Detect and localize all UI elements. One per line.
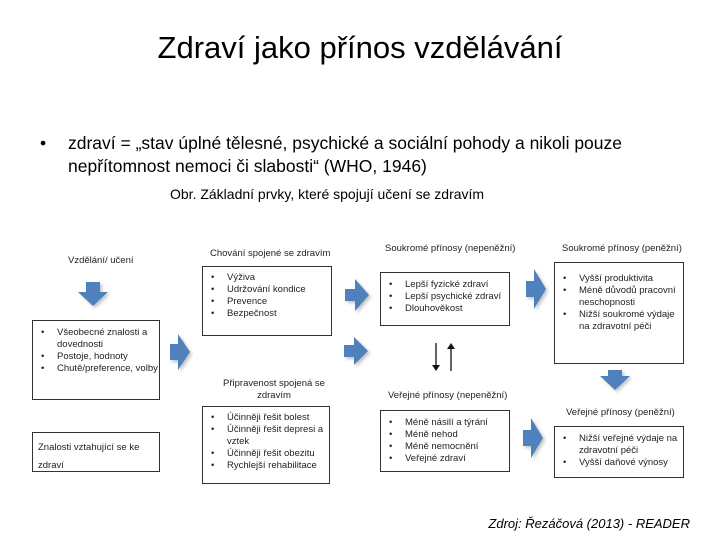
list-item: • Nižší veřejné výdaje na zdravotní péči [579, 433, 683, 457]
list-item: • Méně násilí a týrání [405, 417, 509, 429]
right-arrow-2 [344, 337, 368, 365]
down-arrow-private-mon [600, 370, 630, 390]
list-item: • Postoje, hodnoty [57, 351, 159, 363]
behavior-label: Chování spojené se zdravím [210, 248, 331, 259]
source-citation: Zdroj: Řezáčová (2013) - READER [488, 516, 690, 531]
behavior-box [202, 266, 332, 336]
list-item: • Méně nehod [405, 429, 509, 441]
list-item: • Rychlejší rehabilitace [227, 460, 329, 472]
education-box [32, 320, 160, 400]
list-item: • Nižší soukromé výdaje na zdravotní péči [579, 309, 683, 333]
list-item: • Chutě/preference, volby [57, 363, 159, 375]
readiness-box [202, 406, 330, 484]
public-nonmonetary-box [380, 410, 510, 472]
list-item: • Udržování kondice [227, 284, 331, 296]
right-arrow-5 [523, 418, 543, 458]
readiness-label: Připravenost spojená se zdravím [223, 378, 325, 401]
public-monetary-box [554, 426, 684, 478]
private-monetary-box [554, 262, 684, 364]
health-knowledge-text: Znalosti vztahující se ke zdraví [38, 442, 140, 471]
private-nonmonetary-box [380, 272, 510, 326]
right-arrow-3 [345, 279, 369, 311]
public-monetary-label: Veřejné přínosy (peněžní) [566, 407, 675, 418]
list-item: • Účinněji řešit depresi a vztek [227, 424, 329, 448]
list-item: • Lepší psychické zdraví [405, 291, 509, 303]
list-item: • Veřejné zdraví [405, 453, 509, 465]
list-item: • Vyšší produktivita [579, 273, 683, 285]
list-item: • Prevence [227, 296, 331, 308]
bullet-icon: • [40, 133, 47, 153]
education-label: Vzdělání/ učení [68, 255, 134, 266]
public-nonmonetary-label: Veřejné přínosy (nepeněžní) [388, 390, 508, 401]
list-item: • Všeobecné znalosti a dovednosti [57, 327, 159, 351]
figure-caption: Obr. Základní prvky, které spojují učení se zdravím [170, 186, 485, 202]
list-item: • Účinněji řešit obezitu [227, 448, 329, 460]
list-item: • Vyšší daňové výnosy [579, 457, 683, 469]
private-monetary-label: Soukromé přínosy (peněžní) [562, 243, 682, 254]
list-item: • Lepší fyzické zdraví [405, 279, 509, 291]
list-item: • Méně důvodů pracovní neschopnosti [579, 285, 683, 309]
slide-title: Zdraví jako přínos vzdělávání [157, 30, 563, 65]
list-item: • Účinněji řešit bolest [227, 412, 329, 424]
right-arrow-4 [526, 269, 546, 309]
definition-text: zdraví = „stav úplné tělesné, psychické a sociální pohody a nikoli pouze nepřítomnost nemoci či slabosti“ (WHO, 1946) [68, 133, 623, 176]
private-nonmonetary-label: Soukromé přínosy (nepeněžní) [385, 243, 516, 254]
list-item: • Méně nemocnění [405, 441, 509, 453]
health-knowledge-box [32, 432, 160, 472]
list-item: • Dlouhověkost [405, 303, 509, 315]
down-arrow-education [78, 282, 108, 306]
list-item: • Bezpečnost [227, 308, 331, 320]
right-arrow-1 [170, 334, 190, 370]
list-item: • Výživa [227, 272, 331, 284]
